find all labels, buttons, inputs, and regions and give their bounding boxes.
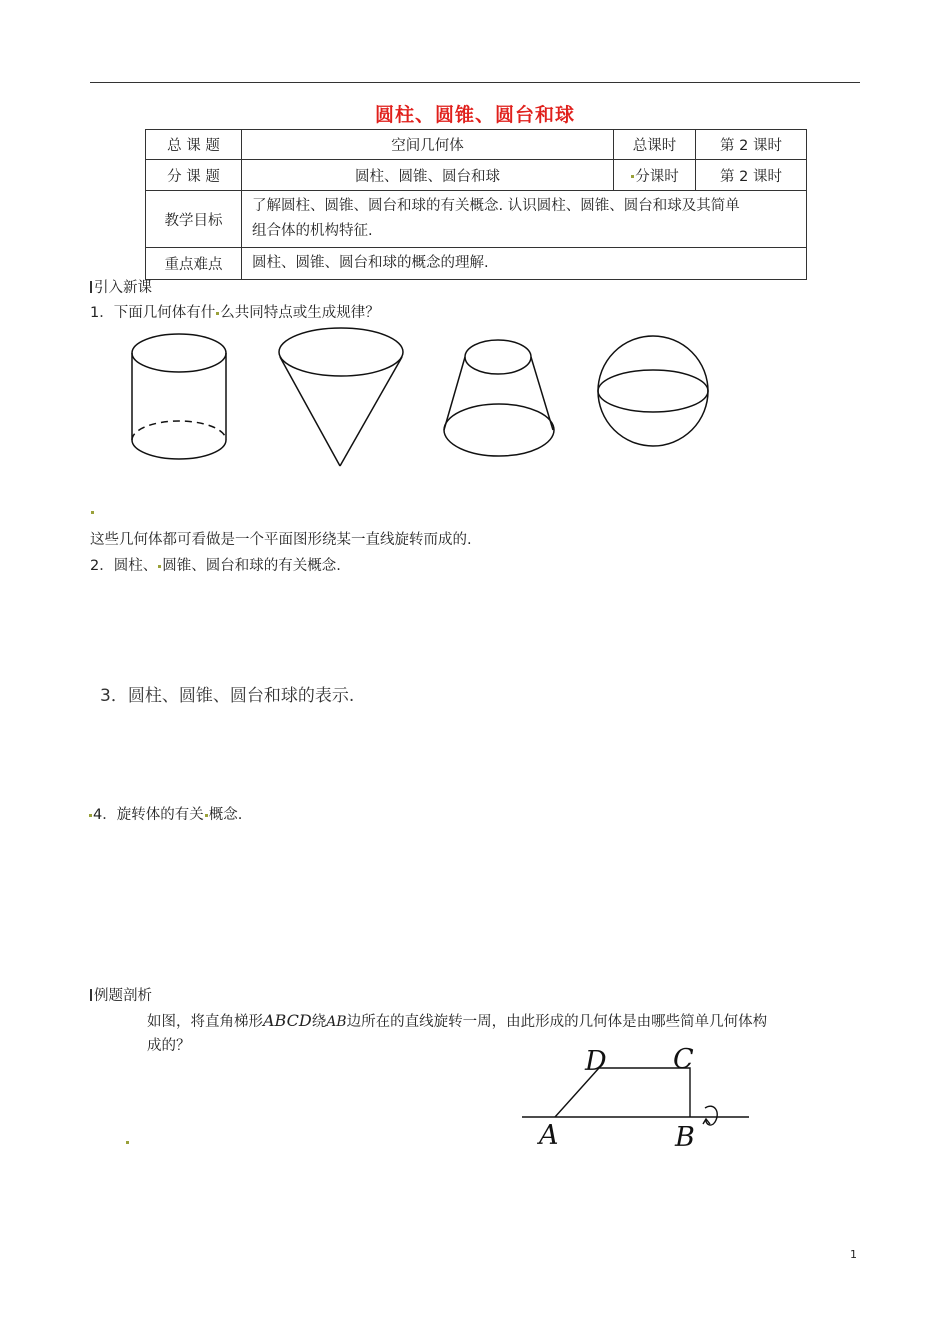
table-cell-text: 分课时 — [635, 168, 679, 185]
problem-text: 绕 — [311, 1014, 327, 1030]
rotation-note: 这些几何体都可看做是一个平面图形绕某一直线旋转而成的. — [90, 532, 472, 548]
math-abcd: ABCD — [263, 1011, 312, 1030]
marker-dot — [125, 1132, 130, 1151]
sphere-figure — [598, 336, 708, 446]
trapezoid-outline — [555, 1068, 690, 1117]
table-cell: 总 课 题 — [146, 130, 242, 160]
marker-dot — [205, 814, 208, 817]
question-text: 么共同特点或生成规律？ — [220, 305, 380, 321]
rotation-arrow-icon — [705, 1106, 717, 1125]
table-cell: 重点难点 — [146, 248, 242, 280]
page-number: 1 — [850, 1248, 857, 1261]
cylinder-figure — [132, 334, 226, 459]
item-text: 2．圆柱、 — [90, 558, 158, 574]
section-heading-examples — [90, 986, 152, 1006]
example-problem-line-2: 成的？ — [147, 1038, 191, 1054]
item-text: 4．旋转体的有关 — [93, 807, 204, 823]
label-d: D — [585, 1046, 607, 1077]
goal-line-1: 了解圆柱、圆锥、圆台和球的有关概念. 认识圆柱、圆锥、圆台和球及其简单 — [252, 198, 740, 214]
table-cell: 圆柱、圆锥、圆台和球 — [242, 160, 614, 191]
table-cell: 总课时 — [614, 130, 696, 160]
marker-dot — [90, 502, 95, 521]
label-a: A — [539, 1120, 559, 1151]
table-cell: 第 2 课时 — [696, 160, 807, 191]
goal-line-2: 组合体的机构特征. — [252, 223, 373, 239]
table-cell: 第 2 课时 — [696, 130, 807, 160]
example-problem — [147, 1006, 767, 1037]
heading-text: 引入新课 — [94, 280, 152, 296]
item-2 — [90, 556, 341, 576]
label-c: C — [673, 1044, 694, 1075]
marker-dot — [158, 565, 161, 568]
question-text: 1．下面几何体有什 — [90, 305, 216, 321]
trapezoid-diagram — [515, 1040, 760, 1155]
math-ab: AB — [326, 1014, 347, 1030]
item-3: 3．圆柱、圆锥、圆台和球的表示. — [100, 686, 355, 706]
cone-figure — [279, 328, 403, 466]
heading-text: 例题剖析 — [94, 988, 152, 1004]
solids-figure — [0, 0, 950, 520]
problem-text: 如图，将直角梯形 — [147, 1014, 263, 1030]
item-text: 概念. — [208, 807, 243, 823]
heading-bar — [90, 989, 92, 1001]
page-title: 圆柱、圆锥、圆台和球 — [374, 104, 575, 126]
frustum-figure — [444, 340, 554, 456]
table-cell: 分 课 题 — [146, 160, 242, 191]
table-cell: 圆柱、圆锥、圆台和球的概念的理解. — [242, 248, 807, 280]
label-b: B — [675, 1122, 695, 1153]
table-cell: 教学目标 — [146, 191, 242, 248]
table-cell: 空间几何体 — [242, 130, 614, 160]
item-text: 圆锥、圆台和球的有关概念. — [162, 558, 341, 574]
problem-text: 边所在的直线旋转一周，由此形成的几何体是由哪些简单几何体构 — [346, 1014, 768, 1030]
item-4 — [88, 805, 242, 825]
marker-dot — [89, 814, 92, 817]
